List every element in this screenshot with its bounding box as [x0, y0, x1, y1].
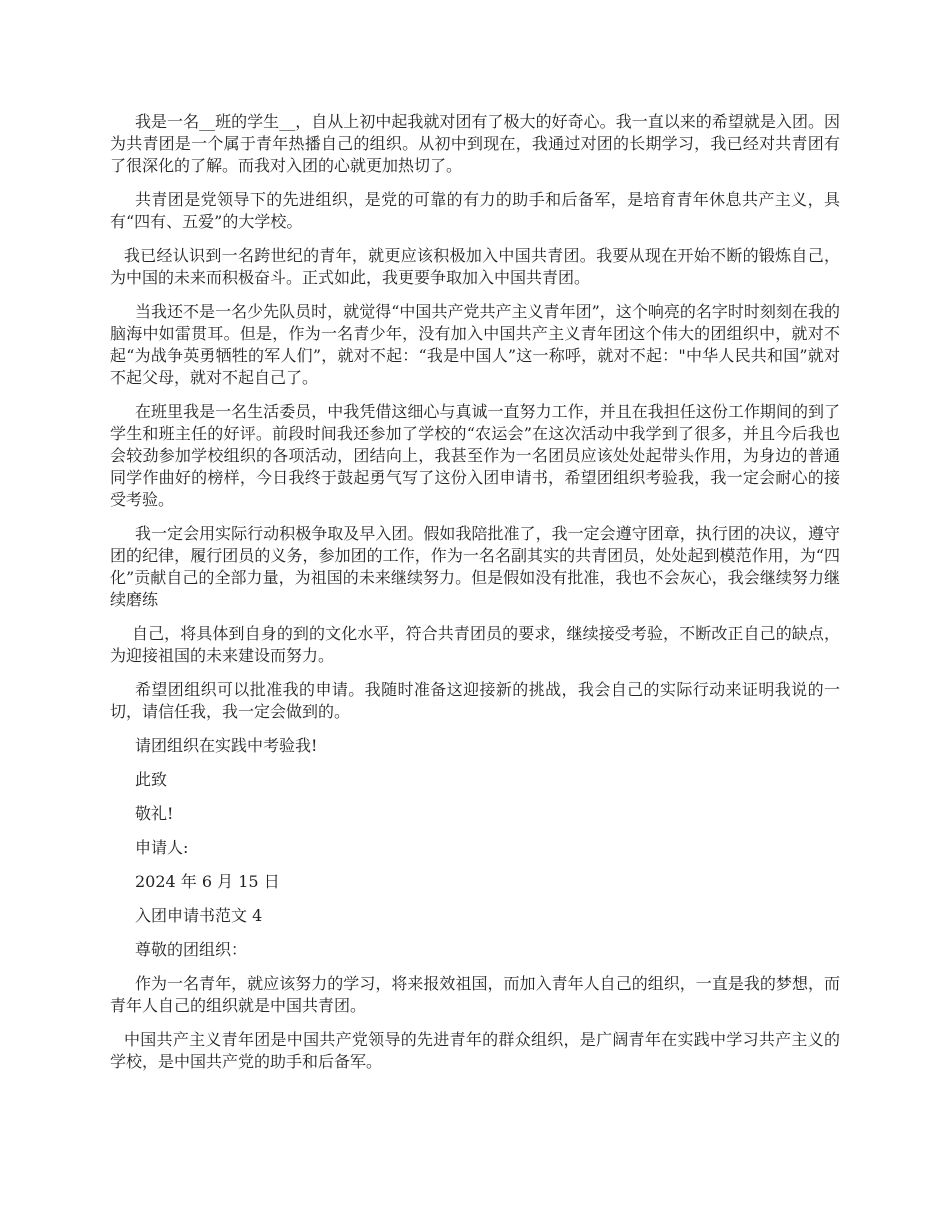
paragraph-4: 当我还不是一名少先队员时，就觉得“中国共产党共产主义青年团”，这个响亮的名字时时刻刻在我的脑海中如雷贯耳。但是，作为一名青少年，没有加入中国共产主义青年团这个伟大的团组织中，就对不起“为战争英勇牺牲的军人们”，就对不起：“我是中国人”这一称呼，就对不起："中华人民共和国”就对不起父母，就对不起自己了。 [110, 302, 840, 387]
paragraph-5: 在班里我是一名生活委员，中我凭借这细心与真诚一直努力工作，并且在我担任这份工作期间的到了学生和班主任的好评。前段时间我还参加了学校的“农运会”在这次活动中我学到了很多，并且今后我也会较劲参加学校组织的各项活动，团结向上，我甚至作为一名团员应该处处起带头作用，为身边的普通同学作曲好的榜样，今日我终于鼓起勇气写了这份入团申请书，希望团组织考验我，我一定会耐心的接受考验。 [110, 402, 840, 509]
paragraph-1: 我是一名__班的学生__，自从上初中起我就对团有了极大的好奇心。我一直以来的希望就是入团。因为共青团是一个属于青年热播自己的组织。从初中到现在，我通过对团的长期学习，我已经对共青团有了很深化的了解。而我对入团的心就更加热切了。 [110, 112, 840, 175]
paragraph-8: 希望团组织可以批准我的申请。我随时准备这迎接新的挑战，我会自己的实际行动来证明我说的一切，请信任我，我一定会做到的。 [110, 680, 840, 721]
paragraph-6: 我一定会用实际行动积极争取及早入团。假如我陪批准了，我一定会遵守团章，执行团的决议，遵守团的纪律，履行团员的义务，参加团的工作，作为一名名副其实的共青团员，处处起到模范作用，为“四化”贡献自己的全部力量，为祖国的未来继续努力。但是假如没有批准，我也不会灰心，我会继续努力继续磨练 [110, 524, 840, 609]
closing-regards: 敬礼! [135, 804, 174, 823]
document-body [110, 111, 840, 1085]
paragraph-2: 共青团是党领导下的先进组织，是党的可靠的有力的助手和后备军，是培育青年休息共产主义，具有“四有、五爱”的大学校。 [110, 190, 840, 231]
greeting-line: 尊敬的团组织： [135, 940, 248, 959]
applicant-label: 申请人: [135, 838, 189, 857]
paragraph-7: 自己，将具体到自身的到的文化水平，符合共青团员的要求，继续接受考验，不断改正自己的缺点，为迎接祖国的未来建设而努力。 [110, 624, 840, 665]
section-title: 入团申请书范文 4 [135, 906, 263, 925]
closing-request: 请团组织在实践中考验我! [135, 736, 318, 755]
paragraph-10: 中国共产主义青年团是中国共产党领导的先进青年的群众组织，是广阔青年在实践中学习共产主义的学校，是中国共产党的助手和后备军。 [110, 1030, 840, 1071]
paragraph-3: 我已经认识到一名跨世纪的青年，就更应该积极加入中国共青团。我要从现在开始不断的锻炼自己，为中国的未来而积极奋斗。正式如此，我更要争取加入中国共青团。 [110, 246, 840, 287]
date-line: 2024 年 6 月 15 日 [135, 872, 280, 891]
closing-salutation: 此致 [135, 770, 168, 789]
paragraph-9: 作为一名青年，就应该努力的学习，将来报效祖国，而加入青年人自己的组织，一直是我的梦想，而青年人自己的组织就是中国共青团。 [110, 974, 840, 1015]
